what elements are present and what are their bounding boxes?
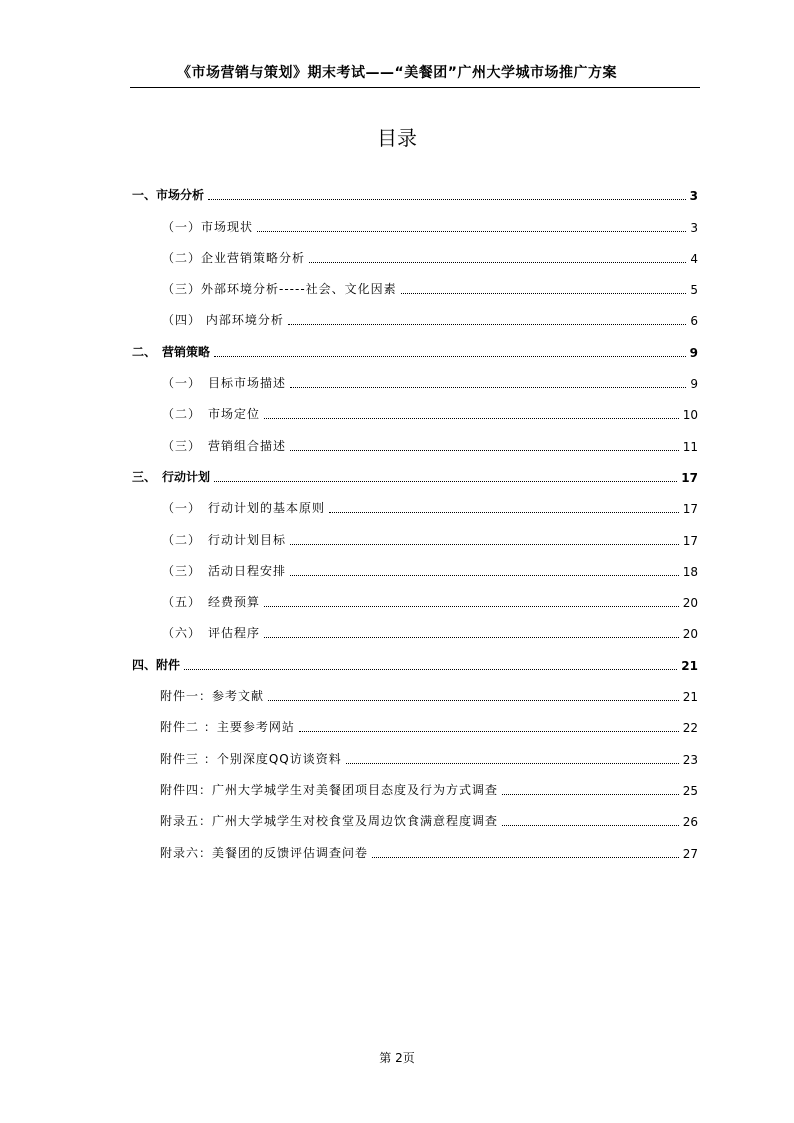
toc-entry-page: 11 [682, 439, 698, 454]
toc-entry[interactable] [132, 397, 698, 428]
toc-entry[interactable] [132, 585, 698, 616]
toc-entry-page: 26 [682, 815, 698, 830]
toc-entry-page: 17 [682, 533, 698, 548]
toc-entry[interactable] [132, 710, 698, 741]
dot-leader [372, 856, 679, 858]
toc-entry-page: 22 [682, 721, 698, 736]
toc-entry-page: 18 [682, 564, 698, 579]
toc-entry-page: 25 [682, 783, 698, 798]
header-divider [130, 87, 700, 88]
toc-entry-label: 附录六：美餐团的反馈评估调查问卷 [160, 845, 369, 860]
toc-entry[interactable] [132, 491, 698, 522]
toc-entry[interactable] [132, 835, 698, 866]
toc-entry-page: 9 [689, 345, 698, 360]
dot-leader [214, 355, 686, 357]
dot-leader [309, 261, 686, 263]
toc-entry-page: 20 [682, 627, 698, 642]
dot-leader [257, 230, 686, 232]
toc-entry-label: （二） 市场定位 [162, 407, 261, 422]
toc-entry-page: 17 [681, 470, 698, 485]
dot-leader [346, 762, 679, 764]
toc-entry-page: 9 [690, 377, 698, 392]
toc-entry-page: 10 [682, 408, 698, 423]
toc-entry-label: （二）企业营销策略分析 [162, 250, 306, 265]
toc-entry[interactable] [132, 303, 698, 334]
toc-entry-label: 附件二 ：主要参考网站 [160, 720, 295, 735]
toc-entry-label: 二、 营销策略 [132, 344, 211, 359]
table-of-contents [132, 178, 698, 867]
dot-leader [502, 824, 679, 826]
toc-entry[interactable] [132, 334, 698, 365]
toc-entry-label: 一、市场分析 [132, 188, 205, 203]
dot-leader [290, 386, 686, 388]
toc-entry-label: 附件一：参考文献 [160, 689, 265, 704]
dot-leader [290, 574, 679, 576]
toc-entry-page: 27 [682, 846, 698, 861]
document-header: 《市场营销与策划》期末考试——“美餐团”广州大学城市场推广方案 [177, 65, 617, 81]
toc-entry-page: 6 [690, 314, 698, 329]
toc-entry[interactable] [132, 554, 698, 585]
toc-entry[interactable] [132, 679, 698, 710]
toc-entry[interactable] [132, 522, 698, 553]
dot-leader [214, 480, 677, 482]
dot-leader [268, 699, 679, 701]
toc-entry-label: （三） 营销组合描述 [162, 438, 287, 453]
toc-entry-label: 四、附件 [132, 657, 181, 672]
toc-entry-page: 23 [682, 752, 698, 767]
dot-leader [299, 730, 679, 732]
toc-entry[interactable] [132, 241, 698, 272]
toc-entry[interactable] [132, 616, 698, 647]
toc-entry[interactable] [132, 647, 698, 678]
toc-entry-page: 20 [682, 596, 698, 611]
dot-leader [264, 417, 679, 419]
toc-entry-page: 21 [681, 658, 698, 673]
dot-leader [208, 198, 686, 200]
dot-leader [329, 511, 679, 513]
toc-entry-label: （四） 内部环境分析 [162, 313, 284, 328]
dot-leader [264, 605, 679, 607]
toc-entry[interactable] [132, 428, 698, 459]
toc-entry-label: 附件三 ：个别深度QQ访谈资料 [160, 751, 342, 766]
page-number-footer: 第 2页 [379, 1051, 415, 1065]
dot-leader [401, 292, 687, 294]
toc-entry[interactable] [132, 272, 698, 303]
toc-entry-label: （六） 评估程序 [162, 626, 261, 641]
toc-entry[interactable] [132, 804, 698, 835]
dot-leader [502, 793, 679, 795]
toc-title: 目录 [377, 126, 417, 150]
dot-leader [264, 636, 679, 638]
toc-entry-page: 21 [682, 690, 698, 705]
toc-entry-label: （三）外部环境分析-----社会、文化因素 [162, 282, 397, 297]
toc-entry-label: 附件四：广州大学城学生对美餐团项目态度及行为方式调查 [160, 782, 499, 797]
toc-entry[interactable] [132, 460, 698, 491]
dot-leader [290, 449, 679, 451]
dot-leader [184, 668, 677, 670]
toc-entry-page: 3 [690, 220, 698, 235]
toc-entry-page: 17 [682, 502, 698, 517]
toc-entry-label: （一） 目标市场描述 [162, 376, 287, 391]
dot-leader [288, 323, 687, 325]
toc-entry-label: （一）市场现状 [162, 219, 254, 234]
toc-entry-page: 4 [690, 251, 698, 266]
toc-entry[interactable] [132, 773, 698, 804]
toc-entry-label: 附录五：广州大学城学生对校食堂及周边饮食满意程度调查 [160, 814, 499, 829]
toc-entry[interactable] [132, 741, 698, 772]
toc-entry[interactable] [132, 178, 698, 209]
dot-leader [290, 543, 679, 545]
toc-entry-label: （五） 经费预算 [162, 595, 261, 610]
toc-entry-label: 三、 行动计划 [132, 469, 211, 484]
toc-entry-label: （三） 活动日程安排 [162, 563, 287, 578]
toc-entry-page: 5 [690, 283, 698, 298]
toc-entry[interactable] [132, 366, 698, 397]
toc-entry[interactable] [132, 209, 698, 240]
toc-entry-page: 3 [689, 189, 698, 204]
toc-entry-label: （一） 行动计划的基本原则 [162, 501, 326, 516]
toc-entry-label: （二） 行动计划目标 [162, 532, 287, 547]
